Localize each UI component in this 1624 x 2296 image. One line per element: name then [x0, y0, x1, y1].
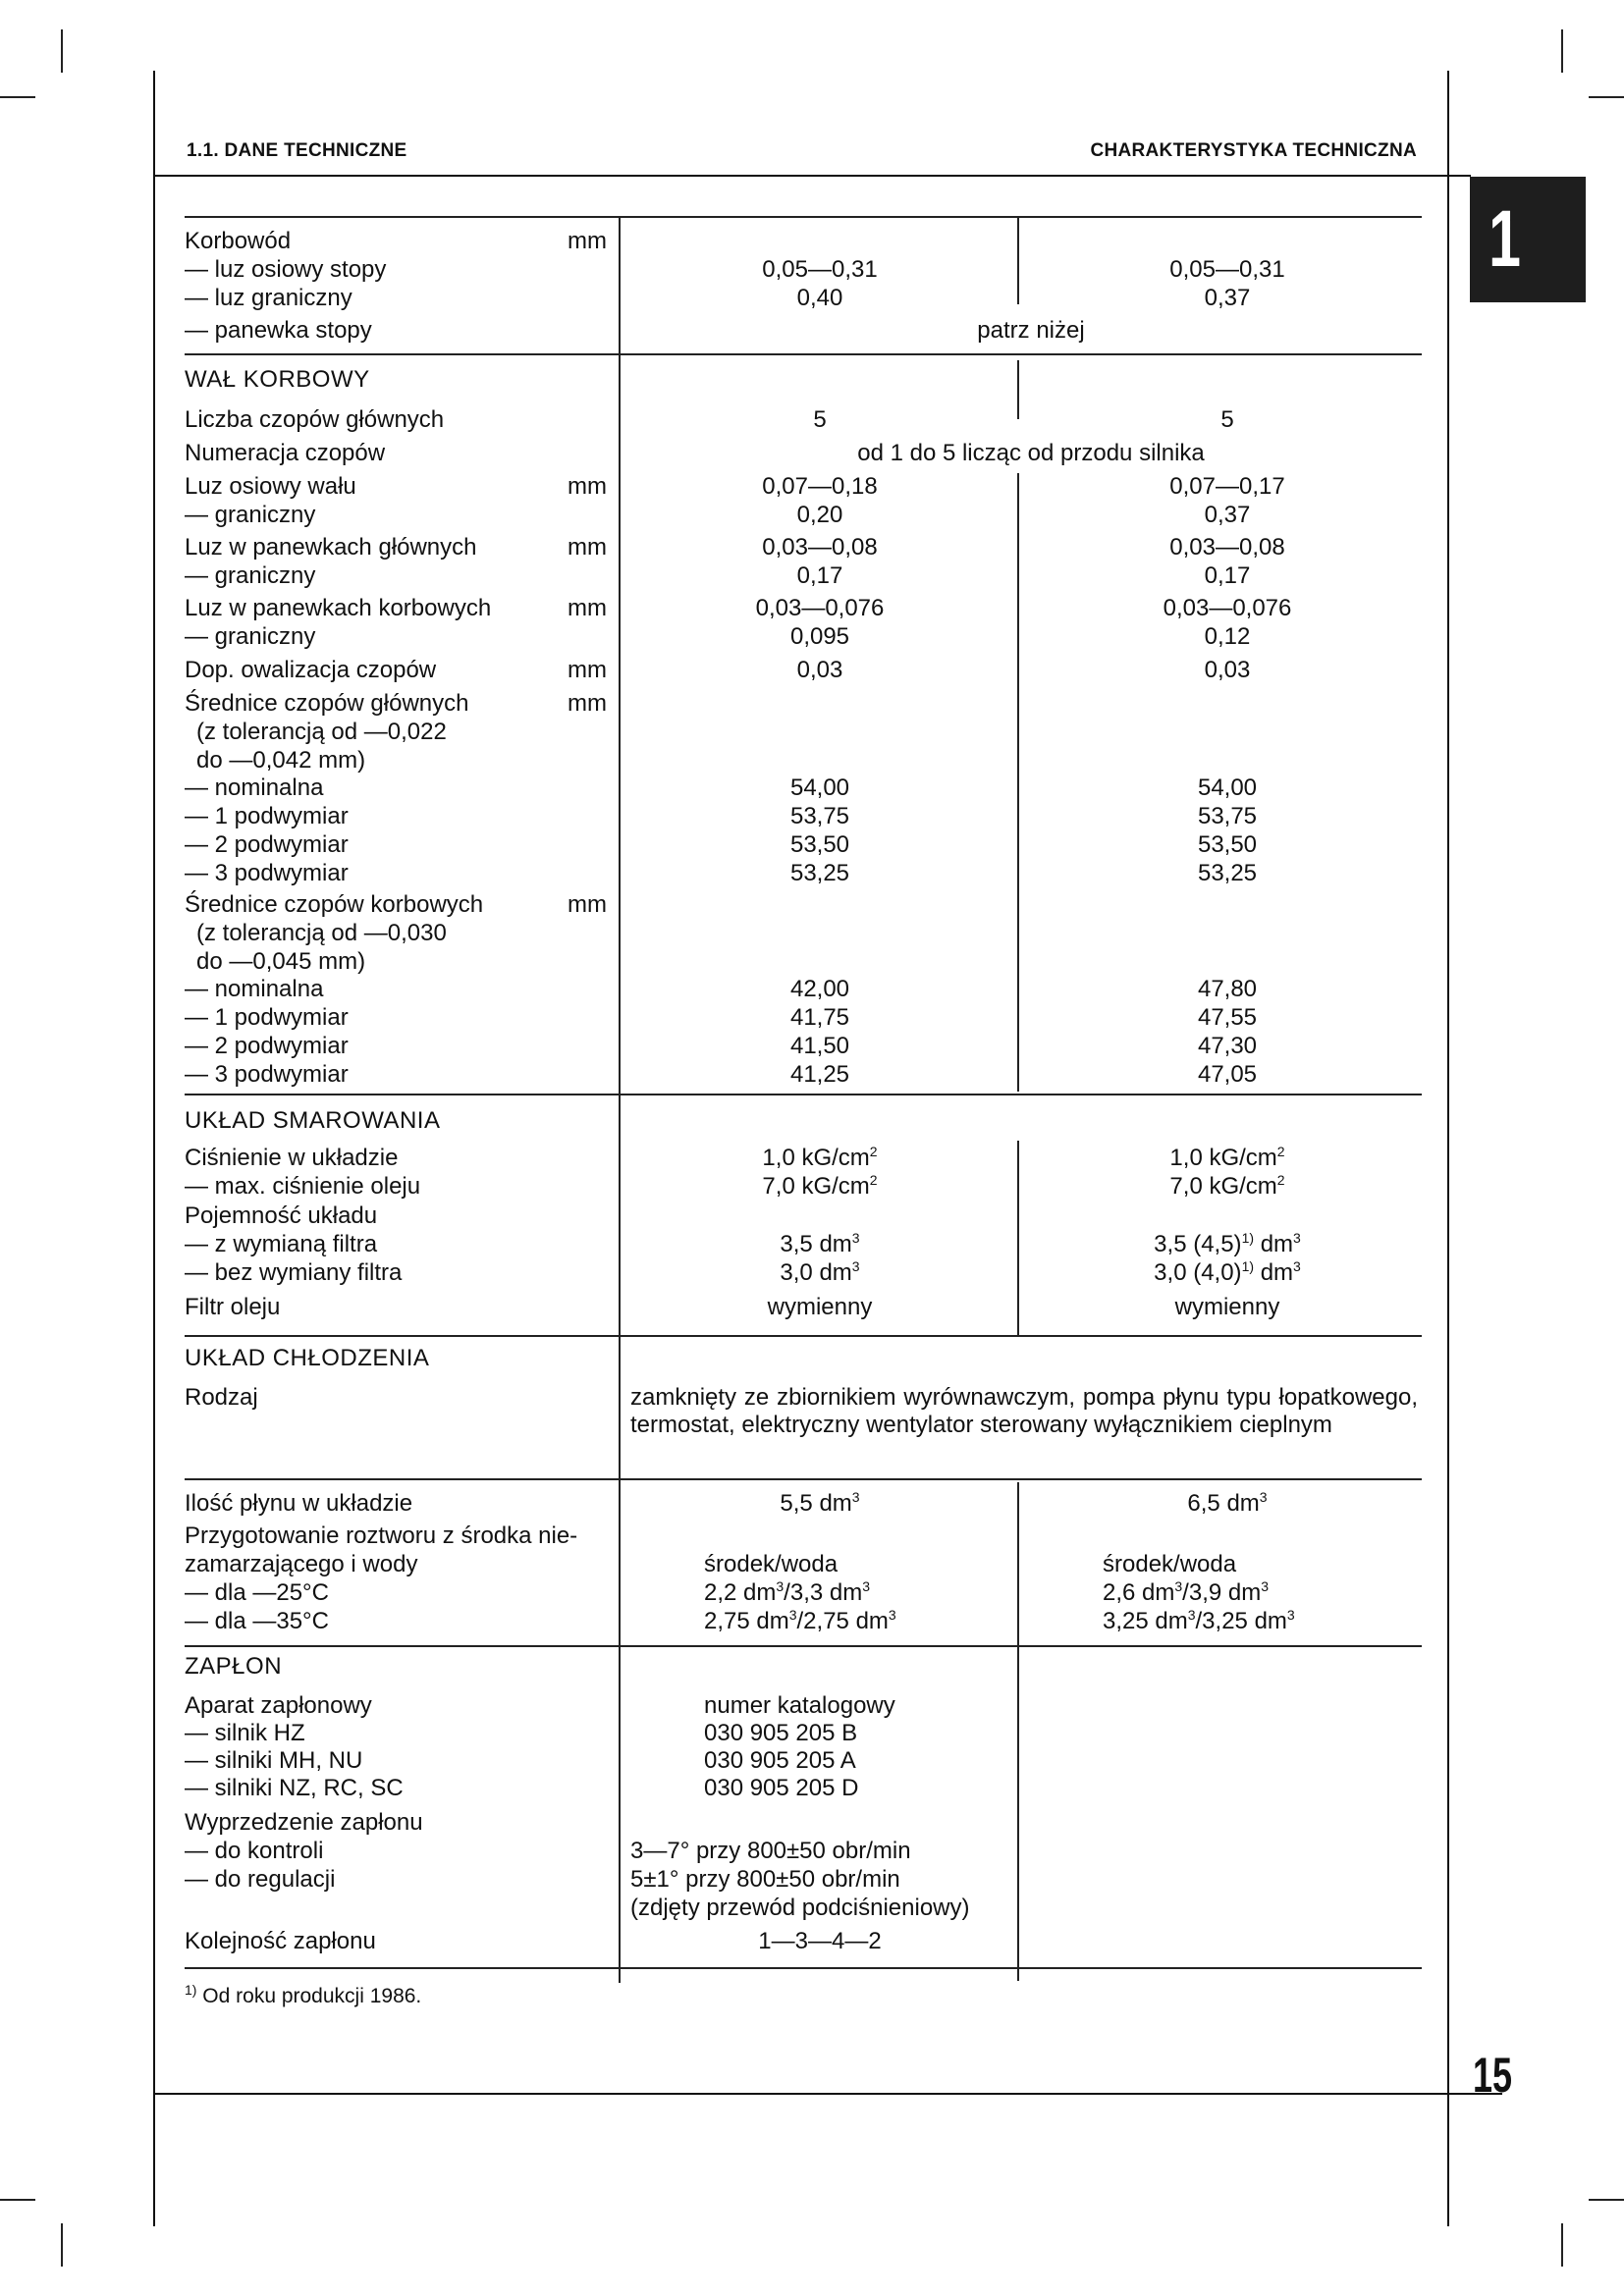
row-label: — 3 podwymiar — [185, 1061, 349, 1088]
value-col1: 53,25 — [789, 860, 850, 886]
frame-right — [1447, 71, 1449, 2226]
value-col1: 0,40 — [796, 285, 843, 311]
value-col1: 1—3—4—2 — [758, 1928, 882, 1954]
row-label: Rodzaj — [185, 1384, 258, 1411]
unit: mm — [568, 891, 607, 918]
row-label: Przygotowanie roztworu z środka nie- — [185, 1522, 578, 1549]
frame-left — [153, 71, 155, 2226]
row-label: — graniczny — [185, 623, 316, 650]
value-col1: 030 905 205 A — [704, 1747, 856, 1774]
value-col2: 53,75 — [1197, 803, 1258, 829]
crop-mark — [0, 96, 35, 98]
row-label: — nominalna — [185, 774, 324, 801]
value-col2: 6,5 $dm^3$ — [1187, 1489, 1268, 1517]
section-header: 1.1. DANE TECHNICZNE — [187, 140, 407, 161]
unit: mm — [568, 473, 607, 500]
value-col2: 5 — [1220, 406, 1234, 433]
column-divider — [1017, 1482, 1019, 1649]
value-col1: 0,095 — [789, 623, 850, 650]
value-col2: 47,05 — [1197, 1061, 1258, 1088]
section-rule — [185, 353, 1422, 355]
value-col1: 41,50 — [789, 1033, 850, 1059]
row-label: Ilość płynu w układzie — [185, 1490, 413, 1517]
value-col1: 53,75 — [789, 803, 850, 829]
section-title-chlodzenie: UKŁAD CHŁODZENIA — [185, 1345, 430, 1371]
header-rule — [153, 175, 1449, 177]
section-rule — [185, 1094, 1422, 1095]
value-col2: 53,25 — [1197, 860, 1258, 886]
column-divider — [1017, 473, 1019, 1092]
column-divider — [1017, 218, 1019, 304]
unit: mm — [568, 228, 607, 254]
value-col1: 1,0 $kG/cm^2$ — [762, 1144, 878, 1171]
value-col2: 0,37 — [1204, 502, 1251, 528]
crop-mark — [61, 29, 63, 73]
value-col1: 030 905 205 B — [704, 1720, 858, 1746]
section-title-zaplon: ZAPŁON — [185, 1653, 283, 1680]
row-label: Dop. owalizacja czopów — [185, 657, 437, 683]
row-label: — 1 podwymiar — [185, 803, 349, 829]
row-label: Aparat zapłonowy — [185, 1692, 372, 1719]
value-col1: 0,20 — [796, 502, 843, 528]
row-label: — silniki NZ, RC, SC — [185, 1775, 404, 1801]
tolerance-note: do —0,042 mm) — [196, 747, 366, 774]
value-col2: 3,25 $dm^3/3,25$ $dm^3$ — [1103, 1607, 1295, 1634]
chapter-number: 1 — [1489, 194, 1522, 284]
value-col2: 0,37 — [1204, 285, 1251, 311]
value-span: patrz niżej — [977, 317, 1085, 344]
value-col2: 1,0 $kG/cm^2$ — [1169, 1144, 1285, 1171]
row-label: — bez wymiany filtra — [185, 1259, 403, 1286]
value-col2: 0,03 — [1204, 657, 1251, 683]
value-col2: 0,03—0,076 — [1163, 595, 1292, 621]
section-title-wal: WAŁ KORBOWY — [185, 366, 370, 393]
table-bottom-rule — [185, 1967, 1422, 1969]
value-col1: 0,03—0,08 — [762, 534, 878, 561]
value-col1: 3,5 $dm^3$ — [780, 1230, 860, 1257]
value-span: od 1 do 5 licząc od przodu silnika — [857, 440, 1205, 466]
row-label: — z wymianą filtra — [185, 1231, 378, 1257]
section-rule — [185, 1645, 1422, 1647]
column-divider — [619, 216, 621, 1983]
row-label: — graniczny — [185, 562, 316, 589]
unit: mm — [568, 690, 607, 717]
unit: mm — [568, 534, 607, 561]
row-label: — max. ciśnienie oleju — [185, 1173, 421, 1200]
row-label: — graniczny — [185, 502, 316, 528]
footnote: $^{1)}$ Od roku produkcji 1986. — [185, 1982, 422, 2007]
unit: mm — [568, 657, 607, 683]
crop-mark — [61, 2223, 63, 2267]
row-label: Filtr oleju — [185, 1294, 281, 1320]
header-rule-ext — [1447, 175, 1471, 177]
value-col1: środek/woda — [704, 1551, 839, 1577]
value-col1: 0,07—0,18 — [762, 473, 878, 500]
row-label: — 3 podwymiar — [185, 860, 349, 886]
row-label: Luz osiowy wału — [185, 473, 356, 500]
value-col2: 7,0 $kG/cm^2$ — [1169, 1172, 1285, 1200]
value-col1: 0,03—0,076 — [755, 595, 885, 621]
value-col1: 2,2 $dm^3/3,3$ $dm^3$ — [704, 1578, 871, 1606]
row-label: — dla —25°C — [185, 1579, 329, 1606]
value-col2: 0,05—0,31 — [1169, 256, 1285, 283]
value-col1: 5,5 $dm^3$ — [780, 1489, 860, 1517]
value-col1: 0,17 — [796, 562, 843, 589]
value-col1: 54,00 — [789, 774, 850, 801]
row-label: Luz w panewkach głównych — [185, 534, 477, 561]
row-label: Pojemność układu — [185, 1202, 378, 1229]
value-col2: 0,12 — [1204, 623, 1251, 650]
value-col2: 0,03—0,08 — [1169, 534, 1285, 561]
value-col2: 53,50 — [1197, 831, 1258, 858]
column-divider — [1017, 1647, 1019, 1981]
value-col2: 47,80 — [1197, 976, 1258, 1002]
row-label: Wyprzedzenie zapłonu — [185, 1809, 423, 1836]
value-col2: 3,0 $(4,0)^{1)}$ $dm^3$ — [1154, 1258, 1301, 1286]
value-col1: 2,75 $dm^3/2,75$ $dm^3$ — [704, 1607, 896, 1634]
value-col2: 0,07—0,17 — [1169, 473, 1285, 500]
section-rule — [185, 1335, 1422, 1337]
cooling-description: zamknięty ze zbiornikiem wyrównawczym, pompa płynu typu łopatkowego, termostat, elektryczny wentylator sterowany wyłącznikiem cieplnym — [630, 1384, 1418, 1438]
row-label: — 1 podwymiar — [185, 1004, 349, 1031]
label-korbowod: Korbowód — [185, 228, 292, 254]
tolerance-note: do —0,045 mm) — [196, 948, 366, 975]
row-label: — do regulacji — [185, 1866, 336, 1893]
value-col1: 53,50 — [789, 831, 850, 858]
value-col1: 7,0 $kG/cm^2$ — [762, 1172, 878, 1200]
value-col1: 030 905 205 D — [704, 1775, 859, 1801]
row-label: — luz osiowy stopy — [185, 256, 387, 283]
value-col1: 41,75 — [789, 1004, 850, 1031]
row-label: — silnik HZ — [185, 1720, 305, 1746]
value-col1: 3—7° przy 800±50 obr/min — [630, 1838, 911, 1864]
row-label: — silniki MH, NU — [185, 1747, 363, 1774]
value-col2: środek/woda — [1103, 1551, 1237, 1577]
column-divider — [1017, 360, 1019, 419]
value-col2: 47,55 — [1197, 1004, 1258, 1031]
row-label: Średnice czopów głównych — [185, 690, 469, 717]
value-col1: 41,25 — [789, 1061, 850, 1088]
row-label: — do kontroli — [185, 1838, 324, 1864]
value-col2: 2,6 $dm^3/3,9$ $dm^3$ — [1103, 1578, 1270, 1606]
value-col1: wymienny — [767, 1294, 873, 1320]
value-col2: 47,30 — [1197, 1033, 1258, 1059]
footer-rule — [153, 2093, 1449, 2095]
page-number: 15 — [1473, 2048, 1513, 2103]
table-top-rule — [185, 216, 1422, 218]
row-label: Numeracja czopów — [185, 440, 386, 466]
value-col1: numer katalogowy — [704, 1692, 895, 1719]
tolerance-note: (z tolerancją od —0,022 — [196, 719, 447, 745]
column-divider — [1017, 1141, 1019, 1337]
unit: mm — [568, 595, 607, 621]
value-col1: 42,00 — [789, 976, 850, 1002]
value-col2: 54,00 — [1197, 774, 1258, 801]
value-col1: 5 — [813, 406, 827, 433]
value-col2: 3,5 $(4,5)^{1)}$ $dm^3$ — [1154, 1230, 1301, 1257]
chapter-header: CHARAKTERYSTYKA TECHNICZNA — [1090, 140, 1417, 161]
row-label: — luz graniczny — [185, 285, 352, 311]
row-label: Kolejność zapłonu — [185, 1928, 376, 1954]
row-label: — 2 podwymiar — [185, 1033, 349, 1059]
crop-mark — [1589, 2199, 1624, 2201]
crop-mark — [0, 2199, 35, 2201]
crop-mark — [1561, 29, 1563, 73]
row-label: Luz w panewkach korbowych — [185, 595, 492, 621]
section-title-smarowanie: UKŁAD SMAROWANIA — [185, 1107, 441, 1134]
value-col1: 3,0 $dm^3$ — [780, 1258, 860, 1286]
value-col2: wymienny — [1174, 1294, 1280, 1320]
row-label: — 2 podwymiar — [185, 831, 349, 858]
row-label: — panewka stopy — [185, 317, 372, 344]
tolerance-note: (z tolerancją od —0,030 — [196, 920, 447, 946]
value-col2: 0,17 — [1204, 562, 1251, 589]
value-col1: 0,05—0,31 — [762, 256, 878, 283]
section-rule — [185, 1478, 1422, 1480]
row-label: Liczba czopów głównych — [185, 406, 445, 433]
crop-mark — [1561, 2223, 1563, 2267]
value-col1: (zdjęty przewód podciśnieniowy) — [630, 1895, 970, 1921]
row-label: zamarzającego i wody — [185, 1551, 418, 1577]
value-col1: 5±1° przy 800±50 obr/min — [630, 1866, 900, 1893]
row-label: Ciśnienie w układzie — [185, 1145, 399, 1171]
chapter-tab — [1470, 177, 1586, 302]
row-label: Średnice czopów korbowych — [185, 891, 484, 918]
row-label: — nominalna — [185, 976, 324, 1002]
value-col1: 0,03 — [796, 657, 843, 683]
crop-mark — [1589, 96, 1624, 98]
row-label: — dla —35°C — [185, 1608, 329, 1634]
